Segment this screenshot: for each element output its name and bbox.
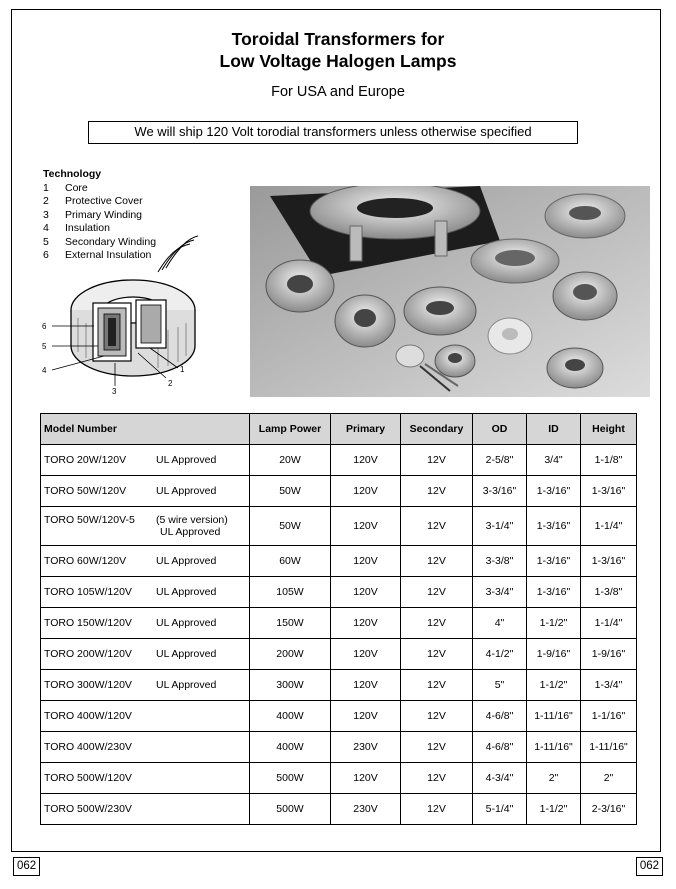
model-cell: TORO 50W/120V-5 (5 wire version) UL Approved	[41, 507, 250, 546]
column-header-id: ID	[527, 414, 581, 445]
secondary-cell: 12V	[401, 577, 473, 608]
table-row	[41, 507, 637, 546]
diagram-label-5: 5	[42, 342, 47, 351]
primary-cell: 120V	[331, 639, 401, 670]
lamp-power-cell: 50W	[250, 476, 331, 507]
model-cell: TORO 500W/120V	[41, 763, 250, 794]
lamp-power-cell: 150W	[250, 608, 331, 639]
id-cell: 1-3/16"	[527, 476, 581, 507]
table-row	[41, 794, 637, 825]
model-cell: TORO 400W/230V	[41, 732, 250, 763]
table-row	[41, 577, 637, 608]
secondary-cell: 12V	[401, 701, 473, 732]
model-cell: TORO 400W/120V	[41, 701, 250, 732]
height-cell: 1-1/4"	[581, 608, 637, 639]
id-cell: 1-1/2"	[527, 794, 581, 825]
page-title-line2: Low Voltage Halogen Lamps	[219, 51, 457, 71]
od-cell: 4"	[473, 608, 527, 639]
table-row	[41, 445, 637, 476]
height-cell: 1-3/16"	[581, 476, 637, 507]
technology-item: 4 Insulation	[43, 222, 110, 234]
table-row	[41, 546, 637, 577]
height-cell: 1-3/8"	[581, 577, 637, 608]
model-cell: TORO 50W/120V UL Approved	[41, 476, 250, 507]
id-cell: 1-11/16"	[527, 701, 581, 732]
table-row	[41, 608, 637, 639]
primary-cell: 120V	[331, 670, 401, 701]
secondary-cell: 12V	[401, 608, 473, 639]
height-cell: 2"	[581, 763, 637, 794]
diagram-label-2: 2	[168, 379, 173, 388]
id-cell: 3/4"	[527, 445, 581, 476]
lamp-power-cell: 105W	[250, 577, 331, 608]
lamp-power-cell: 500W	[250, 763, 331, 794]
technology-title: Technology	[43, 168, 102, 180]
diagram-label-6: 6	[42, 322, 47, 331]
transformer-spec-table	[40, 413, 637, 825]
secondary-cell: 12V	[401, 507, 473, 546]
secondary-cell: 12V	[401, 763, 473, 794]
transformer-cutaway-diagram	[38, 228, 203, 398]
page-number-left: 062	[13, 857, 40, 876]
id-cell: 1-1/2"	[527, 670, 581, 701]
primary-cell: 230V	[331, 732, 401, 763]
height-cell: 2-3/16"	[581, 794, 637, 825]
technology-item: 2 Protective Cover	[43, 195, 143, 207]
lamp-power-cell: 50W	[250, 507, 331, 546]
id-cell: 1-3/16"	[527, 507, 581, 546]
id-cell: 2"	[527, 763, 581, 794]
od-cell: 4-6/8"	[473, 701, 527, 732]
lamp-power-cell: 60W	[250, 546, 331, 577]
primary-cell: 120V	[331, 608, 401, 639]
diagram-label-4: 4	[42, 366, 47, 375]
secondary-cell: 12V	[401, 670, 473, 701]
technology-item: 1 Core	[43, 181, 88, 194]
primary-cell: 120V	[331, 507, 401, 546]
od-cell: 3-3/8"	[473, 546, 527, 577]
height-cell: 1-11/16"	[581, 732, 637, 763]
secondary-cell: 12V	[401, 476, 473, 507]
od-cell: 4-3/4"	[473, 763, 527, 794]
id-cell: 1-3/16"	[527, 577, 581, 608]
table-row	[41, 670, 637, 701]
secondary-cell: 12V	[401, 794, 473, 825]
primary-cell: 120V	[331, 476, 401, 507]
height-cell: 1-9/16"	[581, 639, 637, 670]
table-row	[41, 701, 637, 732]
od-cell: 5-1/4"	[473, 794, 527, 825]
od-cell: 4-1/2"	[473, 639, 527, 670]
model-cell: TORO 300W/120V UL Approved	[41, 670, 250, 701]
id-cell: 1-11/16"	[527, 732, 581, 763]
model-cell: TORO 105W/120V UL Approved	[41, 577, 250, 608]
id-cell: 1-1/2"	[527, 608, 581, 639]
id-cell: 1-3/16"	[527, 546, 581, 577]
primary-cell: 230V	[331, 794, 401, 825]
lamp-power-cell: 300W	[250, 670, 331, 701]
lamp-power-cell: 400W	[250, 732, 331, 763]
column-header-primary: Primary	[331, 414, 401, 445]
model-cell: TORO 150W/120V UL Approved	[41, 608, 250, 639]
page-title-line1: Toroidal Transformers for	[231, 29, 445, 49]
table-header-row	[41, 414, 637, 445]
secondary-cell: 12V	[401, 445, 473, 476]
page-subtitle: For USA and Europe	[271, 84, 405, 100]
od-cell: 5"	[473, 670, 527, 701]
table-row	[41, 763, 637, 794]
primary-cell: 120V	[331, 763, 401, 794]
lamp-power-cell: 500W	[250, 794, 331, 825]
od-cell: 4-6/8"	[473, 732, 527, 763]
lamp-power-cell: 200W	[250, 639, 331, 670]
od-cell: 2-5/8"	[473, 445, 527, 476]
column-header-model: Model Number	[41, 414, 250, 445]
diagram-label-1: 1	[180, 365, 185, 374]
od-cell: 3-3/4"	[473, 577, 527, 608]
model-cell: TORO 500W/230V	[41, 794, 250, 825]
transformers-product-photo	[250, 186, 650, 397]
technology-item: 3 Primary Winding	[43, 208, 143, 221]
primary-cell: 120V	[331, 577, 401, 608]
model-cell: TORO 200W/120V UL Approved	[41, 639, 250, 670]
height-cell: 1-3/4"	[581, 670, 637, 701]
technology-item: 6 External Insulation	[43, 249, 152, 261]
height-cell: 1-3/16"	[581, 546, 637, 577]
model-cell: TORO 60W/120V UL Approved	[41, 546, 250, 577]
model-cell: TORO 20W/120V UL Approved	[41, 445, 250, 476]
id-cell: 1-9/16"	[527, 639, 581, 670]
page-number-right: 062	[636, 857, 663, 876]
table-row	[41, 476, 637, 507]
secondary-cell: 12V	[401, 546, 473, 577]
lamp-power-cell: 20W	[250, 445, 331, 476]
column-header-height: Height	[581, 414, 637, 445]
primary-cell: 120V	[331, 445, 401, 476]
lamp-power-cell: 400W	[250, 701, 331, 732]
height-cell: 1-1/4"	[581, 507, 637, 546]
column-header-lamp-power: Lamp Power	[250, 414, 331, 445]
table-row	[41, 732, 637, 763]
column-header-secondary: Secondary	[401, 414, 473, 445]
column-header-od: OD	[473, 414, 527, 445]
secondary-cell: 12V	[401, 639, 473, 670]
od-cell: 3-1/4"	[473, 507, 527, 546]
height-cell: 1-1/8"	[581, 445, 637, 476]
technology-item: 5 Secondary Winding	[43, 235, 157, 248]
height-cell: 1-1/16"	[581, 701, 637, 732]
shipping-notice: We will ship 120 Volt torodial transformers unless otherwise specified	[88, 121, 578, 144]
diagram-label-3: 3	[112, 387, 117, 396]
primary-cell: 120V	[331, 701, 401, 732]
secondary-cell: 12V	[401, 732, 473, 763]
od-cell: 3-3/16"	[473, 476, 527, 507]
primary-cell: 120V	[331, 546, 401, 577]
table-row	[41, 639, 637, 670]
